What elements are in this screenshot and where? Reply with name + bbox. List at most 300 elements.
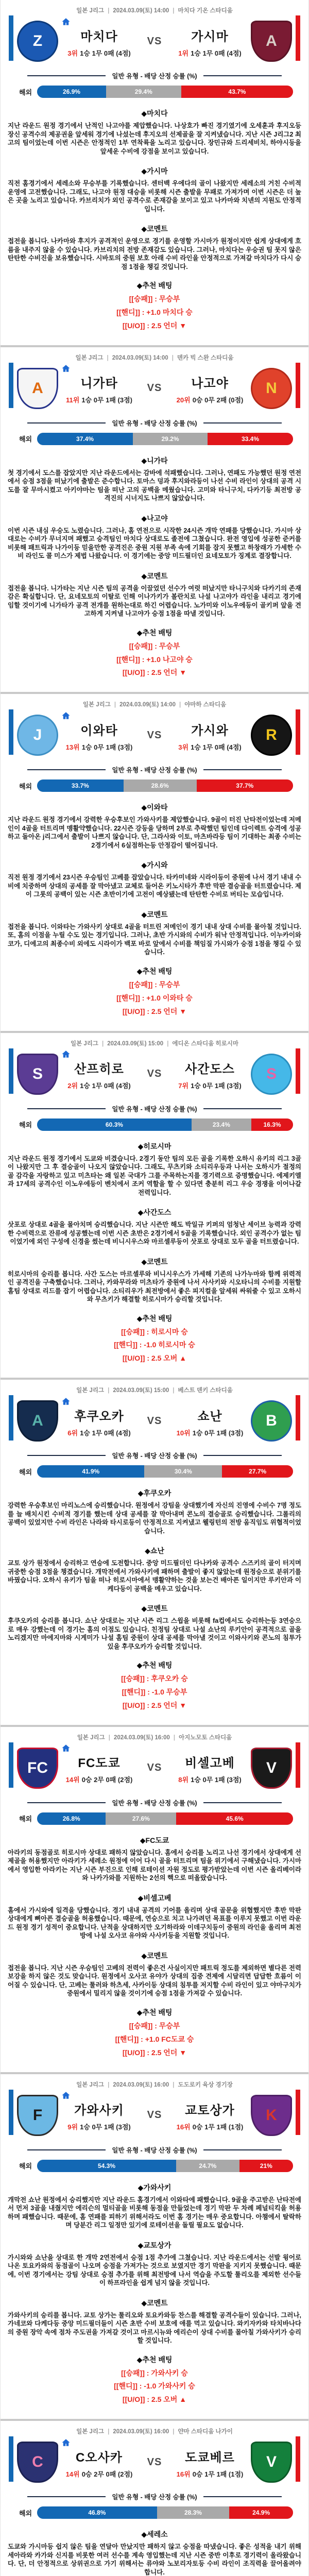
away-team-rank: 7위	[178, 1082, 189, 1090]
section-heading: ◆가시마	[141, 167, 168, 175]
vs-label: VS	[147, 2109, 162, 2121]
home-icon	[61, 711, 71, 720]
match-header	[1, 1733, 308, 1741]
betting-line: [[핸디]] : +1.0 마치다 승	[116, 308, 193, 316]
away-team	[169, 21, 292, 62]
home-team-info	[58, 372, 140, 404]
home-team-name: C오사카	[76, 2450, 123, 2465]
match-card	[1, 2074, 308, 2421]
home-team	[17, 2095, 140, 2136]
home-team-rank: 13위	[65, 743, 80, 751]
odds-title: 일반 유형 - 배당 산정 승률 (%)	[112, 419, 197, 427]
away-team-rank: 1위	[178, 49, 189, 57]
section-heading: ◆코멘트	[141, 1257, 168, 1266]
section-text: 교토 상가 원정에서 승리하고 연승에 도전합니다. 중앙 미드필더인 다나카와 공격수 스즈키의 골이 터지며 귀중한 승점 3점을 챙겼습니다. 개막전에서 가와사키에 패하며 출발이 좋지 않았는데 원정승으로 분위기를 바꿨습니다. 오하시 유키가 팀을 떠나 히로시마에서 맹활약하는 것을 보는건 배아픈 일이지만 루키안과 이케다등이 공백을 메우고 있습니다.	[8, 1560, 301, 1592]
section-text: 도쿄와 가시마등 쉽지 않은 팀을 연달아 만났지만 패하지 않고 승점을 따냈습니다. 좋은 성적을 내기 위해 세아라와 카가와 신지를 비롯한 여러 선수를 계속 영입했는데 지난 시즌 중반 이후로 경기력이 올라왔습니다. 단, 더 안정적으로 상위권으로 가기 위해서는 류야와 노보리자토등 수비 라인이 조직력을 끌어올려야 합니다.	[8, 2543, 301, 2576]
betting-line: [[U/O]] : 2.5 오버 ▲	[122, 1354, 187, 1363]
match-card	[1, 1380, 308, 1727]
divider-line	[203, 422, 282, 423]
home-team-record	[58, 1428, 140, 1437]
odds-home-segment: 26.8%	[37, 1812, 106, 1825]
overseas-label: 해외	[19, 1468, 32, 1476]
divider-line	[27, 1455, 106, 1456]
betting-heading: ◆추천 배팅	[136, 967, 173, 975]
section-text: 가시와와 쇼난을 상대로 한 개막 2연전에서 승점 1점 추가에 그쳤습니다. 지난 라운드에서는 선발 윙어로 나온 토요카와의 동점골이 나오며 승점을 가져가는 것으로 보였지만 경기 막판을 지키지 못했습니다. 때문에, 이번 경기에서는 강팀 상대로 승점 추가를 위해 최전방에 나서 역습을 주도할 툴리오를 제외한 선수들이 하프라인을 쉽게 넘지 않을 것입니다.	[8, 2253, 301, 2287]
analysis-sections	[1, 2182, 308, 2345]
section-text: 직전 원정 경기에서 23시즌 우승팀인 고베를 잡았습니다. 타카미네와 시라이등이 중원에 나서 경기 내내 수비에 치중하며 상대의 공세를 잘 막아냈고 교체로 들어온 키노시타가 후반 막판 결승골을 터트렸습니다. 제이 그롯의 공백이 있는 시즌 초반이기에 고전이 예상됐는데 탄탄한 수비로 버티는 모습입니다.	[8, 874, 301, 899]
betting-line: [[핸디]] : +1.0 이와타 승	[116, 993, 193, 1002]
betting-line: [[핸디]] : -1.0 히로시마 승	[114, 1341, 195, 1349]
section-text: 후쿠오카의 승리를 봅니다. 쇼난 상대로는 지난 시즌 리그 스윕을 비롯해 fa컵에서도 승리하는등 3연승으로 매우 강했는데 이 경기는 홈의 이점도 있습니다. 친정팀 상대로 나설 쇼난의 루키안이 공격적으로 골을 노리겠지만 마에지마와 시게미가 나설 홈팀 중원이 상대 공세를 막아낼 것이고 이와사키와 콘노의 침투가 있을 후쿠오카가 승리할 것입니다.	[8, 1617, 301, 1650]
match-card	[1, 694, 308, 1032]
section-text: 삿포로 상대로 4골을 몰아치며 승리했습니다. 지난 시즌만 해도 박일규 키퍼의 엄청난 세이브 능력과 강력한 수비력으로 잔류에 성공했는데 이번 시즌 초반은 2경기에서 5골을 기록했습니다. 외인 공격수가 없는 팀이었기에 외인 구성에 신경을 썼는데 비니시우스와 마르셀루등이 삿포로 상대로 모두 골을 터트렸습니다.	[8, 1221, 301, 1246]
stadium-label: 도도로키 육상 경기장	[178, 2081, 233, 2088]
section-heading: ◆코멘트	[141, 1951, 168, 1960]
match-header	[1, 2427, 308, 2435]
stadium-label: 베스트 덴키 스타디움	[178, 1387, 233, 1394]
section-heading: ◆코멘트	[141, 1604, 168, 1613]
header-separator: |	[108, 2081, 110, 2088]
odds-away-segment: 27.7%	[222, 1465, 293, 1478]
section-text: 아라키의 동점골로 히로시마 상대로 패하지 않았습니다. 홈에서 승리를 노리고 나선 경기에서 상대에게 선제골을 허용했지만 아라키가 세레소 원정에 이어 다시 골을 터트리며 팀을 위기에서 구해냈습니다. 가시마에서 영입한 아라키는 지난 시즌 부진으로 인해 로테이션 자원 정도로 평가받았는데 이번 시즌 올리베이라와 나카가와를 지원하는 2선의 핵으로 떠올랐습니다.	[8, 1849, 301, 1882]
divider-line	[27, 1108, 106, 1109]
home-team	[17, 368, 140, 409]
section-text: 지난 라운드 원정 경기에서 도쿄와 비겼습니다. 2경기 동안 팀의 모든 골을 기록한 오하시 유키의 리그 3골이 나왔지만 그 후 결승골이 나오지 않았습니다. 그래도, 무츠키와 소티리우등과 나서는 오하시가 절정의 골 감각을 자랑하고 있고 미츠타는 왜 일본 국대가 그를 주목하는지를 경기력으로 증명했습니다. 에제키엘과 17세의 공격수인 이노우에등이 벤치에서 조커 역할을 할 수 있다면 충분히 리그 우승 경쟁을 이어나갈 전력입니다.	[8, 1155, 301, 1196]
betting-recommendation	[1, 2007, 308, 2060]
away-side-color-bar	[296, 2090, 300, 2135]
betting-line: [[핸디]] : -1.0 가와사키 승	[114, 2382, 195, 2391]
header-separator: |	[173, 1387, 175, 1394]
datetime-label: 2024.03.09(토) 14:00	[119, 702, 176, 708]
odds-home-segment: 37.4%	[37, 433, 133, 445]
divider-line	[203, 769, 282, 770]
match-list	[1, 0, 308, 2576]
away-team-name: 비셀고베	[185, 1756, 235, 1771]
section-text: 지난 라운드 원정 경기에서 강력한 우승후보인 가와사키를 제압했습니다. 9골이 터진 난타전이었는데 저메인이 4골을 터트리며 맹활약했습니다. 22시즌 강등을 당하며 2부로 추락했던 팀인데 다이렉트 승격에 성공하고 돌아온 j리그에서 출발이 나쁘지 않습니다. 단, 그라사와 이토, 마츠바라등 팀이 기대하는 최종 수비는 2경기에서 6실점하는등 안정감이 떨어집니다.	[8, 816, 301, 849]
betting-heading: ◆추천 배팅	[136, 628, 173, 637]
away-team-rank: 16위	[176, 2470, 191, 2478]
odds-bar	[37, 2506, 293, 2519]
league-label: 일본 J리그	[76, 2081, 105, 2088]
away-team-record	[169, 1428, 251, 1437]
away-team-logo: R	[251, 715, 292, 756]
away-side-color-bar	[296, 363, 300, 408]
divider-line	[27, 1802, 106, 1803]
odds-divider	[27, 1451, 282, 1460]
betting-lines	[1, 1672, 308, 1713]
teams-row	[1, 1397, 308, 1445]
section-text: 접전을 봅니다. 이와타는 가와사키 상대로 4골을 터트린 저메인이 경기 내내 상대 수비를 몰아칠 것입니다. 또, 홈의 이점을 누릴 수도 있는 경기입니다. 그러나, 초반 가시와의 수비가 워낙 안정적입니다. 이누카이와 코가, 디에고의 최종수비 외에도 시라이가 백포 바로 앞에서 수비를 책임질 가시와가 승점 1점을 챙길 수 있습니다.	[8, 923, 301, 956]
odds-title: 일반 유형 - 배당 산정 승률 (%)	[112, 73, 197, 80]
header-separator: |	[108, 2429, 110, 2435]
odds-divider	[27, 2492, 282, 2501]
section-heading: ◆마치다	[141, 109, 168, 117]
home-team-record	[58, 2469, 140, 2479]
divider-line	[27, 422, 106, 423]
home-team	[17, 1054, 140, 1095]
stadium-label: 아지노모토 스타디움	[179, 1734, 232, 1741]
away-team-info	[169, 25, 251, 58]
section-heading: ◆코멘트	[141, 571, 168, 580]
odds-draw-segment: 29.2%	[133, 433, 208, 445]
section-heading: ◆가와사키	[138, 2183, 171, 2192]
home-team-logo: A	[17, 1400, 58, 1442]
betting-heading: ◆추천 배팅	[136, 1314, 173, 1323]
section-text: 히로시마의 승리를 봅니다. 사간 도스는 마르셀루와 비니시우스가 가세해 기존의 나가누마와 함께 위력적인 공격진을 구축했습니다. 그러나, 카와무라와 미츠타가 중원에 나서 사사키와 시오타니의 수비를 지원할 홈팀 상대로 리드를 잡기 어렵습니다. 소티리우가 최전방에서 좋은 피지컬을 앞세워 싸워줄 수 있고 오하시와 무츠키가 해결할 히로시마가 승리할 것입니다.	[8, 1270, 301, 1303]
away-team	[169, 368, 292, 409]
home-icon	[61, 1397, 71, 1406]
divider-line	[203, 1455, 282, 1456]
home-team-stats: 0승 2무 0패 (2점)	[81, 1776, 133, 1784]
odds-title: 일반 유형 - 배당 산정 승률 (%)	[112, 1105, 197, 1113]
odds-row	[19, 1812, 293, 1825]
away-team	[169, 2095, 292, 2136]
section-heading: ◆교토상가	[138, 2241, 171, 2249]
odds-bar	[37, 2160, 293, 2172]
odds-away-segment: 43.7%	[181, 86, 293, 98]
betting-line: [[U/O]] : 2.5 언더 ▼	[122, 668, 187, 677]
stadium-label: 에디온 스타디움 히로시마	[172, 1040, 238, 1047]
betting-line: [[핸디]] : -1.0 무승부	[122, 1688, 187, 1697]
away-team-name: 쇼난	[197, 1409, 222, 1423]
section-text: 홈에서 가시와에 일격을 당했습니다. 경기 내내 공격의 기어를 올리며 상대 골문을 위협했지만 후반 막판 상대에게 뼈아픈 결승골을 허용했습니다. 때문에, 연승으로 치고 나가려던 목표를 이루지 못했고 이번 라운드 원정 경기 성적이 중요합니다. 난적을 상대하지만 오기하라와 이데구치등이 중원의 라인을 올리며 최전방에 나설 오사코 유야와 사사키등을 지원할 것입니다.	[8, 1906, 301, 1940]
odds-draw-segment: 29.4%	[106, 86, 181, 98]
home-team-stats: 0승 2무 0패 (2점)	[81, 2470, 133, 2478]
betting-heading: ◆추천 배팅	[136, 281, 173, 290]
home-team-name: 후쿠오카	[74, 1409, 124, 1423]
section-heading: ◆니가타	[141, 456, 168, 465]
home-team-record	[58, 1080, 140, 1090]
match-card	[1, 0, 308, 347]
section-text: 개막전 쇼난 원정에서 승리했지만 지난 라운드 홈경기에서 이와타에 패했습니다. 9골을 주고받은 난타전에서 먼저 3골을 내줬지만 에리슨의 멀티골을 비롯해 동점을 만들었는데 경기 막판 두 차례 페널티킥을 허용하며 패했습니다. 때문에, 홈 연패를 피하기 위해서라도 이번 홈 경기는 매우 중요합니다. 아챔에서 탈락하며 당분간 리그 일정만 있기에 로테이션을 돌릴 필요도 없습니다.	[8, 2196, 301, 2229]
header-separator: |	[173, 2429, 175, 2435]
home-team-logo: J	[17, 715, 58, 756]
betting-line: [[승패]] : 무승부	[129, 980, 180, 989]
section-heading: ◆이와타	[141, 803, 168, 812]
away-team-info	[169, 719, 251, 752]
away-team-info	[169, 1058, 251, 1090]
away-team-record	[169, 2469, 251, 2479]
odds-row	[19, 1465, 293, 1478]
match-header	[1, 1386, 308, 1394]
home-team-stats: 1승 0무 1패 (3점)	[80, 2123, 131, 2131]
league-label: 일본 J리그	[71, 1040, 99, 1047]
home-team-info	[58, 2446, 140, 2479]
divider-line	[203, 2496, 282, 2497]
section-text: 이번 시즌 내심 우승도 노렸습니다. 그러나, 홈 연전으로 시작한 24시즌 개막 연패를 당했습니다. 가시마 상대로는 수비가 무너지며 패했고 승격팀인 마치다 상대로도 졸전에 그쳤습니다. 완전 영입에 성공한 준커를 비롯해 패트릭과 나가이등 믿을만한 공격진은 중원 지원 부족 속에 기회를 잡지 못했고 하창래가 가세한 수비 라인도 콜 미스가 제법 나왔습니다. 이 경기에는 중앙 미드필더인 요네모토가 징계로 결장합니다.	[8, 527, 301, 560]
section-text: 직전 홈경기에서 세레소와 무승부를 기록했습니다. 센터백 우에다의 골이 나왔지만 세레소의 거친 수비적 운영에 고전했습니다. 그래도, 나고야 원정 대승을 비롯해 시즌 출발을 무패로 가져가며 이번 시즌은 더 높은 곳을 노리고 있습니다. 카브리치가 외인 공격수로 존재감을 보이고 있고 나카마와 치넨의 지원도 안정적입니다.	[8, 180, 301, 213]
section-text: 접전을 봅니다. 니가타는 지난 시즌 팀의 공격을 이끌었던 선수가 여럿 떠났지만 타니구치와 다카기의 존재감은 확실합니다. 단, 요네모토의 이탈로 인해 이나가키가 볼란치로 나설 나고야가 라인을 내리고 경기에 임할 것이기에 니가타가 공격 전개를 원하는대로 하긴 어렵습니다. 노가미와 이노우에등이 골키퍼 앞을 견고하게 지켜낼 나고야가 승점 1점을 따낼 것입니다.	[8, 584, 301, 618]
home-team-name: 가와사키	[74, 2104, 124, 2118]
betting-line: [[U/O]] : 2.5 언더 ▼	[122, 1007, 187, 1015]
home-team-rank: 3위	[67, 49, 78, 57]
header-separator: |	[107, 354, 109, 361]
section-text: 첫 경기에서 도스를 잡았지만 지난 라운드에서는 감바에 석패했습니다. 그러나, 연패도 가능했던 원정 연전에서 승점 3점을 떠났기에 출발은 준수합니다. 토마스 덩과 후지와라등이 나선 수비 라인이 상대의 공격 시도를 잘 무마시켰고 아키야마는 팀을 떠난 고의 공백을 메웠습니다. 고미와 타니구치, 다카기등 최전방 공격진의 시너지도 나쁘지 않았습니다.	[8, 469, 301, 502]
odds-row	[19, 86, 293, 98]
datetime-label: 2024.03.09(토) 16:00	[113, 1734, 170, 1741]
teams-row	[1, 711, 308, 759]
home-side-color-bar	[9, 1048, 13, 1094]
home-team-name: FC도쿄	[78, 1756, 121, 1771]
odds-bar	[37, 1812, 293, 1825]
home-team-record	[58, 48, 140, 58]
away-team-logo: V	[251, 1748, 292, 1789]
teams-row	[1, 2092, 308, 2139]
home-side-color-bar	[9, 2090, 13, 2135]
home-team-info	[58, 1058, 140, 1090]
match-header	[1, 353, 308, 362]
home-team-info	[58, 2099, 140, 2131]
home-team-stats: 1승 1무 0패 (4점)	[80, 1082, 131, 1090]
header-separator: |	[179, 702, 181, 708]
home-side-color-bar	[9, 709, 13, 755]
divider-line	[27, 2496, 106, 2497]
home-team-rank: 11위	[66, 396, 80, 404]
home-icon	[61, 2091, 71, 2100]
odds-home-segment: 26.9%	[37, 86, 106, 98]
betting-line: [[승패]] : 무승부	[129, 641, 180, 650]
odds-draw-segment: 28.3%	[157, 2506, 230, 2519]
section-heading: ◆사간도스	[138, 1208, 171, 1217]
section-text: 지난 라운드 원정 경기에서 난적인 나고야를 제압했습니다. 나상호가 빠진 경기였기에 오세훈과 후지오등 장신 공격수의 제공권을 앞세워 경기에 나섰는데 후지오의 선제골을 잘 지켜냈습니다. 지난 시즌 J리그2 최고의 팀이었는데 이번 시즌은 안정적인 1부 연착륙을 노리고 있습니다. 장민규와 드리세비치, 하야시등을 앞세운 수비에 강점을 보이고 있습니다.	[8, 122, 301, 155]
odds-away-segment: 16.3%	[251, 1118, 293, 1131]
section-heading: ◆비셀고베	[138, 1893, 171, 1902]
away-team-rank: 16위	[176, 2123, 191, 2131]
away-team-name: 사간도스	[185, 1062, 235, 1077]
vs-label: VS	[147, 382, 162, 394]
home-team-stats: 1승 1무 0패 (4점)	[80, 49, 131, 57]
odds-away-segment: 37.7%	[197, 779, 293, 792]
odds-away-segment: 45.6%	[176, 1812, 293, 1825]
away-team-stats: 0승 1무 1패 (1점)	[192, 2123, 244, 2131]
divider-line	[27, 2149, 106, 2150]
odds-draw-segment: 23.4%	[192, 1118, 251, 1131]
home-team-info	[58, 719, 140, 752]
betting-heading: ◆추천 배팅	[136, 2355, 173, 2364]
betting-heading: ◆추천 배팅	[136, 2008, 173, 2016]
odds-draw-segment: 27.6%	[106, 1812, 176, 1825]
betting-recommendation	[1, 966, 308, 1019]
away-team-info	[169, 1405, 251, 1437]
league-label: 일본 J리그	[76, 2429, 105, 2435]
away-side-color-bar	[296, 709, 300, 755]
home-team-rank: 14위	[65, 2470, 80, 2478]
betting-line: [[U/O]] : 2.5 언더 ▼	[122, 1701, 187, 1709]
betting-line: [[승패]] : 후쿠오카 승	[121, 1674, 188, 1683]
home-icon	[61, 17, 71, 26]
home-team-record	[58, 395, 140, 404]
home-icon	[61, 1743, 71, 1753]
header-separator: |	[108, 8, 110, 14]
away-side-color-bar	[296, 15, 300, 61]
odds-bar	[37, 779, 293, 792]
odds-row	[19, 2506, 293, 2519]
overseas-label: 해외	[19, 2162, 32, 2171]
away-team-info	[169, 2099, 251, 2131]
match-card	[1, 347, 308, 694]
odds-away-segment: 21%	[239, 2160, 293, 2172]
odds-divider	[27, 1104, 282, 1113]
odds-away-segment: 33.4%	[208, 433, 293, 445]
header-separator: |	[167, 1040, 169, 1047]
home-team	[17, 1748, 140, 1789]
betting-recommendation	[1, 280, 308, 333]
analysis-sections	[1, 2529, 308, 2576]
datetime-label: 2024.03.09(토) 15:00	[107, 1040, 164, 1047]
odds-home-segment: 41.9%	[37, 1465, 144, 1478]
section-heading: ◆코멘트	[141, 910, 168, 919]
away-team-stats: 0승 1무 1패 (1점)	[192, 2470, 244, 2478]
away-team-name: 나고야	[191, 377, 229, 391]
odds-bar	[37, 433, 293, 445]
datetime-label: 2024.03.09(토) 15:00	[113, 1387, 169, 1394]
match-header	[1, 1039, 308, 1047]
away-team-stats: 0승 0무 2패 (0점)	[192, 396, 244, 404]
betting-line: [[승패]] : 무승부	[129, 295, 180, 303]
odds-draw-segment: 24.7%	[176, 2160, 239, 2172]
betting-line: [[핸디]] : +1.0 나고야 승	[116, 655, 193, 664]
match-card	[1, 1033, 308, 1380]
odds-divider	[27, 418, 282, 428]
teams-row	[1, 1744, 308, 1792]
betting-recommendation	[1, 1660, 308, 1713]
home-team-rank: 9위	[67, 2123, 78, 2131]
away-team	[169, 1054, 292, 1095]
overseas-label: 해외	[19, 782, 32, 790]
away-team-info	[169, 2446, 251, 2479]
section-heading: ◆쇼난	[145, 1547, 164, 1555]
stadium-label: 덴카 빅 스완 스타디움	[177, 354, 234, 361]
betting-line: [[승패]] : 히로시마 승	[121, 1327, 188, 1336]
section-text: 가와사키의 승리를 봅니다. 교토 상가는 툴리오와 토요카와등 찬스를 해결할 공격수들이 있습니다. 그러나, 가네코와 다케다등 중앙 미드필더들이 시즌 초반 수비 보호에 애를 먹고 있습니다. 와키자카와 타치바나다의 중원 장악 속에 점차 주도권을 가져갈 것이고 마르시뉴와 에리슨이 상대 수비를 몰아칠 가와사키가 승리할 것입니다.	[8, 2311, 301, 2345]
section-heading: ◆가시와	[141, 861, 168, 870]
home-side-color-bar	[9, 1742, 13, 1788]
section-text: 접전을 봅니다. 나카마와 후지가 공격적인 운영으로 경기를 운영할 가시마가 원정이지만 쉽게 상대에게 흐름을 내주지 않을 수 있습니다. 카브리치의 전방 존재감도 있습니다. 그러나, 마치다는 우승권 팀 못지 않은 탄탄한 수비진을 보유했습니다. 시바토의 중원 보호 아래 수비 라인을 안정적으로 가져갈 마치다가 다시 승점 1점을 챙길 것입니다.	[8, 238, 301, 270]
stadium-label: 얀마 스타디움 나가이	[178, 2429, 233, 2435]
divider-line	[27, 769, 106, 770]
home-team	[17, 21, 140, 62]
header-separator: |	[173, 8, 175, 14]
home-side-color-bar	[9, 363, 13, 408]
away-side-color-bar	[296, 1395, 300, 1440]
vs-label: VS	[147, 2456, 162, 2468]
home-team-name: 마치다	[80, 29, 118, 44]
away-team-stats: 1승 0무 1패 (3점)	[192, 1429, 244, 1437]
away-team	[169, 715, 292, 756]
match-card	[1, 1727, 308, 2074]
home-icon	[61, 1049, 71, 1059]
stadium-label: 야마하 스타디움	[184, 702, 227, 708]
league-label: 일본 J리그	[82, 702, 111, 708]
match-card	[1, 2421, 308, 2576]
match-header	[1, 2080, 308, 2089]
home-team-stats: 1승 0무 1패 (3점)	[81, 743, 133, 751]
home-team-logo: FC	[17, 1748, 58, 1789]
betting-lines	[1, 2020, 308, 2060]
overseas-label: 해외	[19, 435, 32, 444]
section-heading: ◆코멘트	[141, 2298, 168, 2307]
away-team-logo: B	[251, 1400, 292, 1442]
section-text: 강력한 우승후보인 마리노스에 승리했습니다. 원정에서 강팀을 상대했기에 자신의 진영에 수비수 7명 정도를 늘 배치시킨 수비적 경기를 했는데 상대 공세를 잘 막아내며 콘노의 결승골로 승리했습니다. 그롤리의 공백이 있었지만 수비 라인은 나라와 타시로등이 안정적으로 지켜냈고 웰링턴의 전방 움직임도 위협적이었습니다.	[8, 1502, 301, 1535]
analysis-sections	[1, 455, 308, 618]
analysis-sections	[1, 1141, 308, 1304]
vs-label: VS	[147, 1068, 162, 1080]
betting-line: [[U/O]] : 2.5 언더 ▼	[122, 2048, 187, 2057]
betting-lines	[1, 640, 308, 680]
teams-row	[1, 365, 308, 412]
home-team-info	[58, 25, 140, 58]
betting-lines	[1, 978, 308, 1019]
header-separator: |	[173, 2081, 175, 2088]
away-team-logo: A	[251, 21, 292, 62]
teams-row	[1, 18, 308, 65]
stadium-label: 마치다 기온 스타디움	[178, 8, 233, 14]
betting-recommendation	[1, 2354, 308, 2407]
away-team	[169, 1748, 292, 1789]
vs-label: VS	[147, 1762, 162, 1774]
home-icon	[61, 2438, 71, 2447]
home-team	[17, 2442, 140, 2483]
league-label: 일본 J리그	[76, 1387, 105, 1394]
datetime-label: 2024.03.09(토) 16:00	[113, 2429, 169, 2435]
datetime-label: 2024.03.09(토) 16:00	[113, 2081, 169, 2088]
away-team-stats: 1승 1무 0패 (4점)	[191, 743, 242, 751]
home-icon	[61, 364, 71, 373]
away-team-name: 가시마	[191, 29, 229, 44]
home-team-info	[58, 1405, 140, 1437]
away-team-rank: 20위	[176, 396, 191, 404]
home-side-color-bar	[9, 2436, 13, 2482]
home-team-logo: A	[17, 368, 58, 409]
match-header	[1, 700, 308, 708]
home-team-rank: 14위	[65, 1776, 80, 1784]
odds-draw-segment: 28.6%	[124, 779, 197, 792]
divider-line	[203, 2149, 282, 2150]
away-team-record	[169, 1774, 251, 1784]
home-team-name: 산프히로	[74, 1062, 124, 1077]
section-heading: ◆나고야	[141, 514, 168, 522]
away-team-name: 가시와	[191, 723, 229, 738]
home-team	[17, 715, 140, 756]
vs-label: VS	[147, 1415, 162, 1427]
overseas-label: 해외	[19, 1121, 32, 1129]
odds-home-segment: 33.7%	[37, 779, 123, 792]
league-label: 일본 J리그	[77, 1734, 105, 1741]
divider-line	[203, 1802, 282, 1803]
away-team-info	[169, 1752, 251, 1784]
away-team	[169, 1400, 292, 1442]
divider-line	[203, 75, 282, 76]
odds-row	[19, 433, 293, 445]
home-team-logo: S	[17, 1054, 58, 1095]
odds-home-segment: 46.8%	[37, 2506, 157, 2519]
away-team-rank: 8위	[178, 1776, 189, 1784]
analysis-sections	[1, 1488, 308, 1651]
section-heading: ◆후쿠오카	[138, 1489, 171, 1498]
away-team-rank: 3위	[178, 743, 189, 751]
away-side-color-bar	[296, 1048, 300, 1094]
divider-line	[203, 1108, 282, 1109]
away-team-name: 도쿄베르	[185, 2450, 235, 2465]
home-side-color-bar	[9, 1395, 13, 1440]
away-team-record	[169, 742, 251, 752]
teams-row	[1, 2438, 308, 2486]
datetime-label: 2024.03.09(토) 14:00	[112, 354, 168, 361]
home-team-logo: F	[17, 2095, 58, 2136]
home-team-record	[58, 2122, 140, 2131]
home-team-name: 이와타	[80, 723, 118, 738]
odds-title: 일반 유형 - 배당 산정 승률 (%)	[112, 2146, 197, 2154]
